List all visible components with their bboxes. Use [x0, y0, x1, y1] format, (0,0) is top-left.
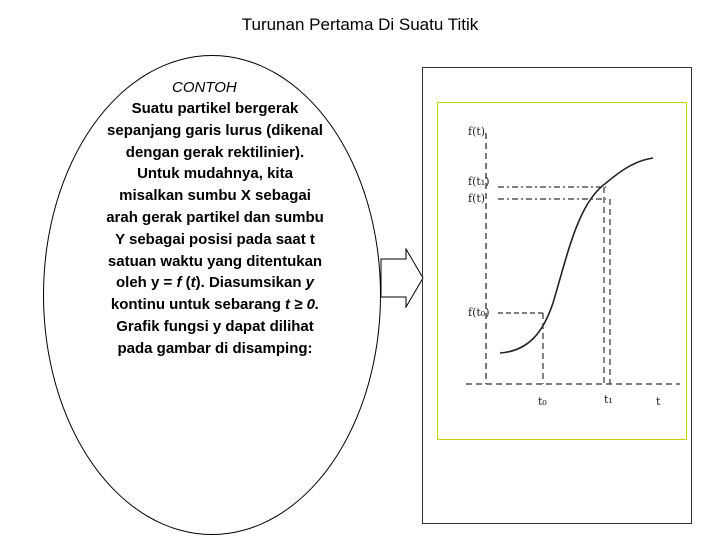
y-axis-label: f(t): [468, 125, 486, 138]
example-text-part2: kontinu untuk sebarang: [110, 296, 286, 314]
f-t-label: f(t): [468, 192, 486, 205]
f-t0-label: f(t₀): [468, 306, 490, 319]
example-text-part1: Suatu partikel bergerak sepanjang garis lurus (dikenal dengan gerak rektilinier). Untuk mudahnya, kita misalkan sumbu X sebagai arah gerak partikel dan sumbu Y sebagai posisi pada saat t satuan waktu yang ditentukan oleh y =: [106, 100, 324, 292]
position-time-graph: [438, 103, 686, 439]
t0-label: t₀: [538, 395, 547, 408]
y-italic: y: [305, 274, 314, 292]
t-italic: t: [190, 274, 196, 292]
example-text-part3: Grafik fungsi y dapat dilihat pada gambar di disamping:: [116, 317, 314, 357]
graph-figure: [437, 102, 687, 440]
paren-close: ). Diasumsikan: [195, 274, 306, 292]
x-axis-label: t: [656, 395, 661, 408]
right-arrow-icon: [380, 248, 424, 308]
f-italic: f: [176, 274, 182, 292]
example-text: [105, 98, 325, 360]
t1-label: t₁: [604, 393, 613, 406]
example-heading: CONTOH: [172, 79, 237, 96]
condition-text: t ≥ 0.: [285, 296, 320, 314]
page-title: Turunan Pertama Di Suatu Titik: [241, 15, 479, 34]
f-t1-label: f(t₁): [468, 175, 490, 188]
paren-open: (: [181, 274, 191, 292]
